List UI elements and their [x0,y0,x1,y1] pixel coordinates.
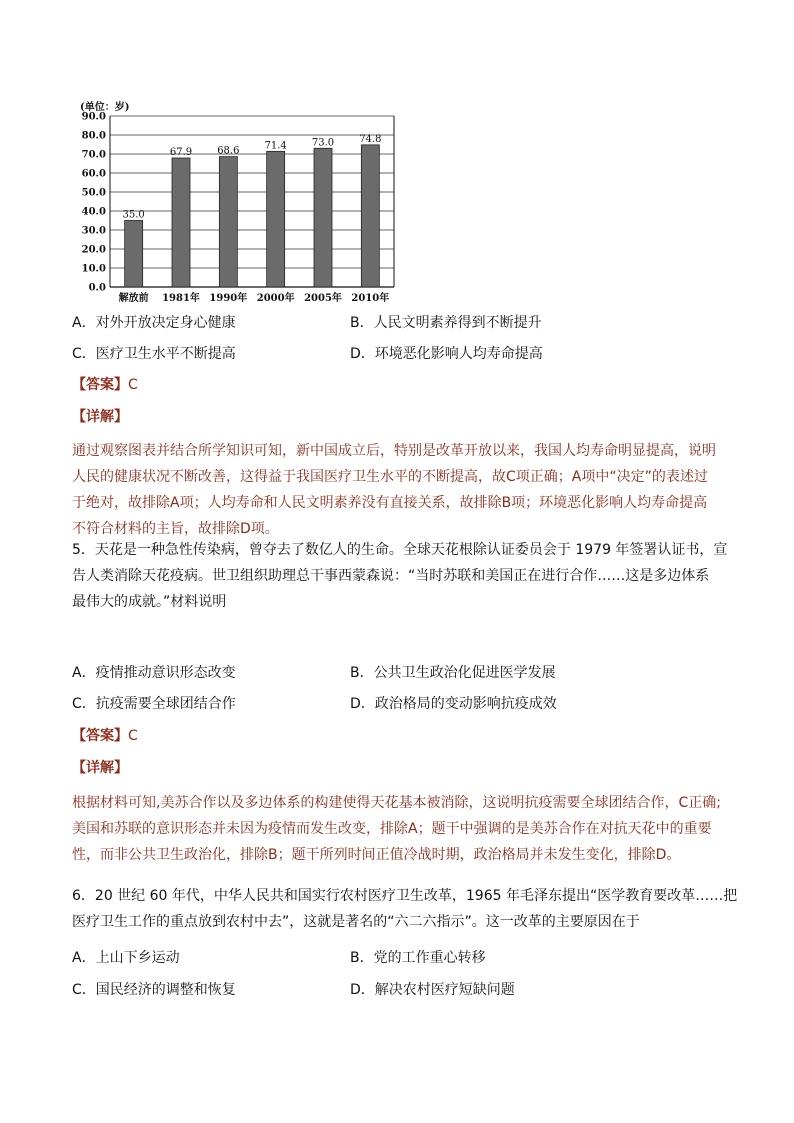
chart-ytick-label: 50.0 [81,187,106,199]
q5-detail-line: 美国和苏联的意识形态并未因为疫情而发生改变，排除A；题干中强调的是美苏合作在对抗天花中的重要 [72,821,712,837]
chart-data-label: 67.9 [169,146,193,158]
q4-detail [72,438,732,542]
chart-bar [219,157,237,287]
q6-option-a[interactable]: A．上山下乡运动 [72,950,180,966]
chart-xtick-label: 2010年 [351,293,390,304]
chart-bar [267,151,285,287]
q6-stem-line: 6．20 世纪 60 年代，中华人民共和国实行农村医疗卫生改革，1965 年毛泽东提出“医学教育要改革……把 [72,888,738,904]
chart-ytick-label: 20.0 [81,244,106,256]
q5-option-c[interactable]: C．抗疫需要全球团结合作 [72,696,236,712]
q4-option-c[interactable]: C．医疗卫生水平不断提高 [72,346,236,362]
chart-ytick-label: 10.0 [81,263,106,275]
q5-option-d[interactable]: D．政治格局的变动影响抗疫成效 [350,696,557,712]
chart-bar [172,158,190,287]
chart-data-label: 35.0 [122,209,145,221]
q5-stem-line: 5．天花是一种急性传染病，曾夺去了数亿人的生命。全球天花根除认证委员会于 1979 年签署认证书，宣 [72,542,728,558]
q4-option-d[interactable]: D．环境恶化影响人均寿命提高 [350,346,543,362]
q4-detail-line: 于绝对，故排除A项；人均寿命和人民文明素养没有直接关系，故排除B项；环境恶化影响人均寿命提高 [72,495,708,511]
chart-bar [125,221,143,288]
q6-option-c[interactable]: C．国民经济的调整和恢复 [72,982,236,998]
q4-detail-label: 【详解】 [72,409,128,425]
chart-data-label: 73.0 [311,137,335,149]
chart-ytick-label: 70.0 [81,149,106,161]
q5-stem-line: 最伟大的成就。”材料说明 [72,594,227,610]
life-expectancy-chart [78,100,398,305]
q5-option-a[interactable]: A．疫情推动意识形态改变 [72,665,236,681]
chart-data-label: 68.6 [217,145,240,157]
chart-bar [361,145,379,287]
chart-ytick-label: 0.0 [88,282,106,294]
q6-option-b[interactable]: B．党的工作重心转移 [350,950,486,966]
q4-detail-line: 不符合材料的主旨，故排除D项。 [72,521,279,537]
chart-ytick-label: 90.0 [81,111,106,123]
q4-option-b[interactable]: B．人民文明素养得到不断提升 [350,315,542,331]
q5-answer-label: 【答案】 [72,728,128,744]
chart-ytick-label: 60.0 [81,168,106,180]
q6-stem [72,883,752,935]
chart-data-label: 74.8 [359,133,382,145]
chart-bar [314,148,332,287]
q6-stem-line: 医疗卫生工作的重点放到农村中去”，这就是著名的“六二六指示”。这一改革的主要原因在于 [72,914,640,930]
q4-detail-line: 人民的健康状况不断改善，这得益于我国医疗卫生水平的不断提高，故C项正确；A项中“决定”的表述过 [72,469,708,485]
q5-stem-line: 告人类消除天花疫病。世卫组织助理总干事西蒙森说：“当时苏联和美国正在进行合作……这是多边体系 [72,568,710,584]
chart-xtick-label: 2005年 [304,293,342,304]
q5-detail-line: 性，而非公共卫生政治化，排除B；题干所列时间正值冷战时期，政治格局并未发生变化，排除D。 [72,847,681,863]
q5-stem [72,537,732,615]
chart-xtick-label: 1981年 [162,293,200,304]
q5-detail-line: 根据材料可知,美苏合作以及多边体系的构建使得天花基本被消除，这说明抗疫需要全球团结合作，C正确; [72,795,721,811]
q5-option-b[interactable]: B．公共卫生政治化促进医学发展 [350,665,556,681]
q4-answer-label: 【答案】 [72,377,128,393]
q5-answer [72,726,138,746]
q4-detail-line: 通过观察图表并结合所学知识可知，新中国成立后，特别是改革开放以来，我国人均寿命明显提高，说明 [72,443,716,459]
q5-detail-heading [72,758,128,778]
chart-unit-label: (单位：岁) [80,102,130,113]
chart-svg [78,100,398,305]
q4-option-a[interactable]: A．对外开放决定身心健康 [72,315,236,331]
chart-ytick-label: 30.0 [81,225,106,237]
chart-ytick-label: 80.0 [81,130,106,142]
chart-ytick-label: 40.0 [81,206,106,218]
q4-detail-heading [72,407,128,427]
q5-detail [72,790,752,868]
chart-data-label: 71.4 [264,140,287,152]
chart-xtick-label: 2000年 [256,293,295,304]
q6-option-d[interactable]: D．解决农村医疗短缺问题 [350,982,515,998]
q5-detail-label: 【详解】 [72,760,128,776]
q5-answer-value: C [128,728,138,744]
q4-answer [72,375,138,395]
chart-xtick-label: 解放前 [118,293,149,304]
chart-xtick-label: 1990年 [209,293,248,304]
q4-answer-value: C [128,377,138,393]
